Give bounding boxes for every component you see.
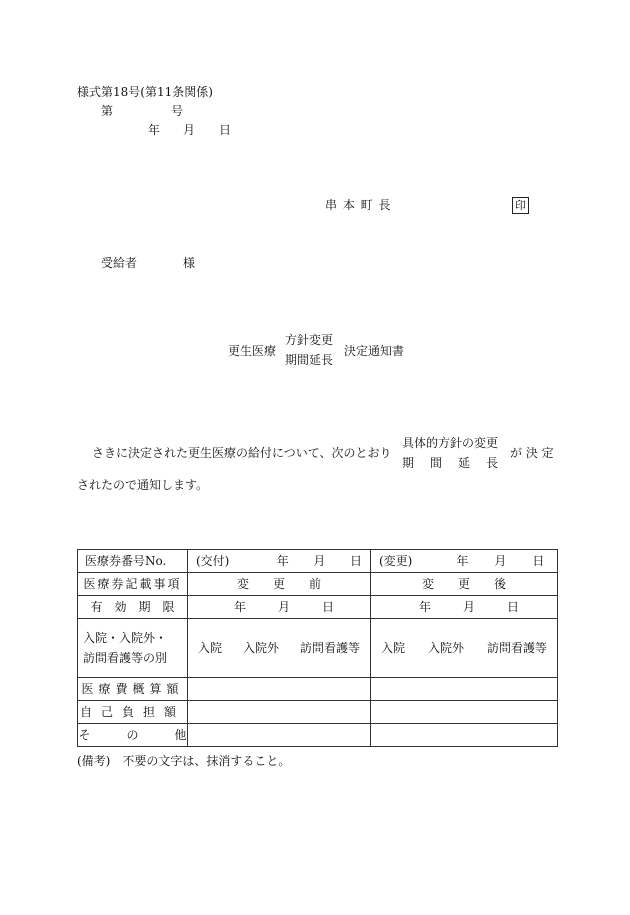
option-outpatient: 入院外 [427, 641, 464, 655]
label-text: 医療券番号No. [85, 554, 167, 568]
after-cell [371, 550, 558, 573]
body-option-char: 期 [402, 456, 415, 470]
body-option-char: 長 [485, 456, 498, 470]
recipient-label: 受給者 [101, 256, 138, 270]
option-outpatient: 入院外 [242, 641, 279, 655]
change-prefix: (変更) [379, 554, 413, 568]
option-home-nursing: 訪問看護等 [486, 641, 547, 655]
date-day: 日 [219, 123, 232, 137]
before-validity-cell [188, 596, 371, 619]
label-care-type-line2: 訪問看護等の別 [83, 651, 168, 665]
before-copayment [188, 701, 371, 724]
remarks-note: (備考) 不要の文字は、抹消すること。 [77, 754, 291, 768]
label-care-type [78, 619, 188, 678]
label-ticket-entries: 医療券記載事項 [78, 573, 188, 596]
body-line1-lead: さきに決定された更生医療の給付について、次のとおり [92, 446, 392, 460]
after-other [371, 724, 558, 747]
after-copayment [371, 701, 558, 724]
validity-before-day: 日 [322, 600, 335, 614]
label-copayment: 自己負担額 [78, 701, 188, 724]
change-day: 日 [532, 554, 545, 568]
date-month: 月 [183, 123, 196, 137]
before-change-header: 変 更 前 [188, 573, 371, 596]
body-option-char: 延 [457, 456, 470, 470]
change-year: 年 [456, 554, 469, 568]
recipient-suffix: 様 [183, 256, 196, 270]
after-validity-cell [371, 596, 558, 619]
table-row [78, 701, 558, 724]
table-row [78, 550, 558, 573]
before-estimated-cost [188, 678, 371, 701]
issue-year: 年 [276, 554, 289, 568]
body-option-policy-change: 具体的方針の変更 [402, 436, 499, 450]
validity-after-month: 月 [462, 600, 475, 614]
label-cell [78, 550, 188, 573]
title-prefix: 更生医療 [228, 344, 277, 358]
issuer-name: 串 本 町 長 [325, 198, 392, 212]
issue-prefix: (交付) [196, 554, 230, 568]
option-inpatient: 入院 [198, 641, 223, 655]
title-suffix: 決定通知書 [344, 344, 405, 358]
after-care-type-cell [371, 619, 558, 678]
benefit-details-table [77, 549, 558, 747]
issue-number-suffix: 号 [171, 104, 184, 118]
label-estimated-cost: 医療費概算額 [78, 678, 188, 701]
table-row [78, 619, 558, 678]
label-other: そ の 他 [78, 724, 188, 747]
form-number: 様式第18号(第11条関係) [77, 85, 213, 99]
body-line1-tail: が 決 定 [510, 446, 554, 460]
issue-number-prefix: 第 [101, 104, 114, 118]
before-other [188, 724, 371, 747]
validity-after-day: 日 [507, 600, 520, 614]
title-option-period-extension: 期間延長 [285, 353, 334, 367]
after-estimated-cost [371, 678, 558, 701]
seal-mark: 印 [512, 197, 529, 214]
issue-month: 月 [313, 554, 326, 568]
change-month: 月 [494, 554, 507, 568]
option-inpatient: 入院 [381, 641, 406, 655]
validity-before-month: 月 [277, 600, 290, 614]
change-date [371, 554, 557, 568]
table-row [78, 596, 558, 619]
validity-before-year: 年 [233, 600, 246, 614]
label-ticket-number [78, 554, 187, 568]
body-option-char: 間 [429, 456, 442, 470]
option-home-nursing: 訪問看護等 [299, 641, 360, 655]
issue-date [188, 554, 370, 568]
table-row [78, 573, 558, 596]
table-row [78, 724, 558, 747]
body-option-period-extension [402, 456, 498, 470]
before-care-type-cell [188, 619, 371, 678]
after-change-header: 変 更 後 [371, 573, 558, 596]
date-year: 年 [148, 123, 161, 137]
label-care-type-line1: 入院・入院外・ [83, 631, 168, 645]
before-cell [188, 550, 371, 573]
body-line2: されたので通知します。 [77, 478, 209, 492]
validity-after-year: 年 [418, 600, 431, 614]
label-validity-period: 有 効 期 限 [78, 596, 188, 619]
title-option-policy-change: 方針変更 [285, 333, 334, 347]
table-row [78, 678, 558, 701]
issue-day: 日 [350, 554, 363, 568]
